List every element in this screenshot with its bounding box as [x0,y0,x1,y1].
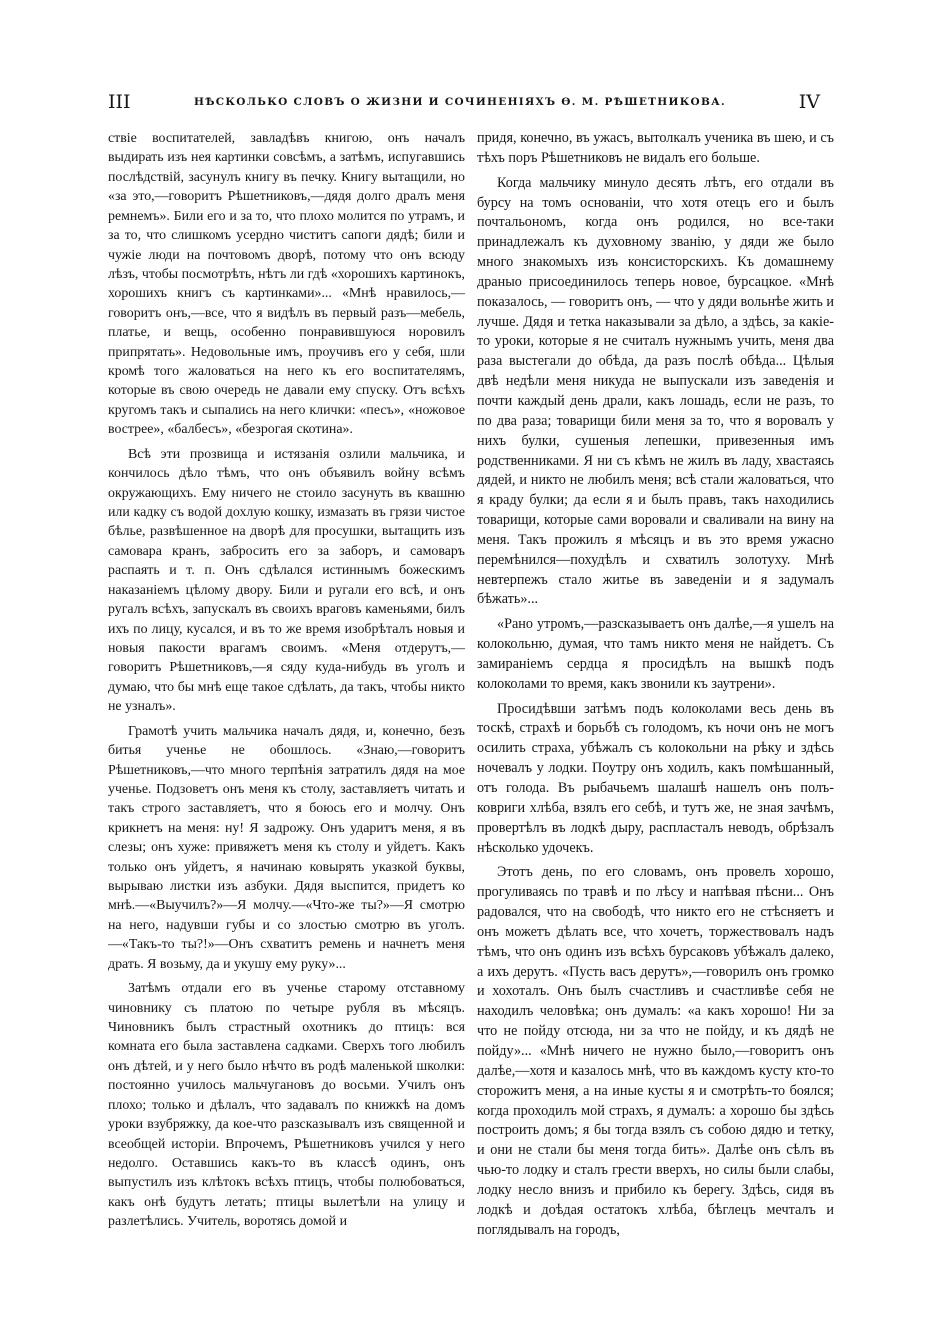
paragraph: Затѣмъ отдали его въ ученье старому отставному чиновнику съ платою по четыре рубля въ мѣсяцъ. Чиновникъ былъ страстный охотникъ до птицъ: вся комната его была заставлена садками. Сверхъ того любилъ онъ дѣтей, и у него было нѣчто въ родѣ маленькой школки: постоянно училось мальчугановъ до восьми. Училъ онъ плохо; только и дѣлалъ, что задавалъ по книжкѣ на домъ уроки взубряжку, да кое-что разсказывалъ изъ священной и всеобщей исторіи. Впрочемъ, Рѣшетниковъ учился у него недолго. Оставшись какъ-то въ классѣ одинъ, онъ выпустилъ изъ клѣтокъ всѣхъ птицъ, чтобы полюбоваться, какъ онѣ будутъ летать; птицы вылетѣли на улицу и разлетѣлись. Учитель, воротясь домой и [108,981,465,1230]
paragraph: Грамотѣ учить мальчика началъ дядя, и, конечно, безъ битья ученье не обошлось. «Знаю,—говоритъ Рѣшетниковъ,—что много терпѣнія затратилъ дядя на мое ученье. Подзоветъ онъ меня къ столу, заставляетъ читать и такъ строго заставляетъ, что я боюсь его и молчу. Онъ крикнетъ на меня: ну! Я задрожу. Онъ ударитъ меня, я въ слезы; онъ хуже: привяжетъ меня къ столу и уйдетъ. Какъ только онъ уйдетъ, я начинаю ковырять указкой буквы, вырываю листки изъ азбуки. Дядя выспится, придетъ ко мнѣ.—«Выучилъ?»—Я молчу.—«Что-же ты?»—Я смотрю на него, надувши губы и со злостью смотрю въ уголъ.—«Такъ-то ты?!»—Онъ схватитъ ремень и начнетъ меня драть. Я возьму, да и укушу ему руку»... [108,723,465,972]
paragraph: Когда мальчику минуло десять лѣтъ, его отдали въ бурсу на томъ основаніи, что хотя отецъ его и былъ почтальономъ, когда онъ родился, но все-таки принадлежалъ къ духовному званію, у дяди же было много знакомыхъ изъ консисторскихъ. Къ домашнему драныо присоединилось теперь новое, бурсацкое. «Мнѣ показалось, — говоритъ онъ, — что у дяди вольнѣе жить и лучше. Дядя и тетка наказывали за дѣло, а здѣсь, за какіе-то уроки, которые я не считалъ нужнымъ учить, меня два раза выстегали до обѣда, да разъ послѣ обѣда... Цѣлыя двѣ недѣли меня никуда не выпускали изъ заведенія и почти каждый день драли, какъ лошадь, если не разъ, то по два раза; товарищи били меня за то, что я воровалъ у нихъ булки, сушеныя лепешки, привезенныя имъ родственниками. Я ни съ кѣмъ не жилъ въ ладу, хвастаясь дядей, и никто не любилъ меня; всѣ стали жаловаться, что я краду булки; да если я и былъ правъ, такъ находились товарищи, которые сами воровали и сваливали на вину на меня. Такъ прожилъ я мѣсяцъ и въ это время ужасно перемѣнился—похудѣлъ и схватилъ золотуху. Мнѣ невтерпежъ стало житье въ заведеніи и я задумалъ бѣжать»... [477,174,834,608]
left-column [108,129,465,1237]
paragraph: «Рано утромъ,—разсказываетъ онъ далѣе,—я ушелъ на колокольню, думая, что тамъ никто меня не найдетъ. Съ замираніемъ сердца я просидѣлъ на вышкѣ подъ колоколами то время, какъ звонили къ заутрени». [477,616,834,692]
paragraph: Всѣ эти прозвища и истязанія озлили мальчика, и кончилось дѣло тѣмъ, что онъ объявилъ войну всѣмъ окружающихъ. Ему ничего не стоило засунуть въ квашню или кадку съ водой дохлую кошку, измазать въ грязи чистое бѣлье, развѣшенное на дворѣ для просушки, вытащить изъ самовара кранъ, забросить его за заборъ, и самоваръ распаять и т. п. Онъ сдѣлался истиннымъ божескимъ наказаніемъ цѣлому двору. Били и ругали его всѣ, и онъ ругалъ всѣхъ, запускалъ въ своихъ враговъ каменьями, билъ ихъ по лицу, кусался, и въ то же время изобрѣталъ новыя и новыя пакости врагамъ своимъ. «Меня отдерутъ,—говоритъ Рѣшетниковъ,—я сяду куда-нибудь въ уголъ и думаю, что бы мнѣ еще такое сдѣлать, да такъ, чтобы никто не узналъ». [108,446,465,715]
page-number-left: III [108,91,131,113]
page-header [108,92,820,116]
paragraph: Просидѣвши затѣмъ подъ колоколами весь день въ тоскѣ, страхѣ и борьбѣ съ голодомъ, къ ночи онъ не могъ осилить страха, убѣжалъ съ колокольни на рѣку и здѣсь ночевалъ у лодки. Поутру онъ ходилъ, какъ помѣшанный, отъ голода. Въ рыбачьемъ шалашѣ нашелъ онъ полъ-ковриги хлѣба, взялъ его себѣ, и тутъ же, не зная зачѣмъ, провертѣлъ въ лодкѣ дыру, распласталъ неводъ, обрѣзалъ нѣсколько удочекъ. [477,700,834,856]
page-number-right: IV [798,91,820,113]
paragraph: придя, конечно, въ ужасъ, вытолкалъ ученика въ шею, и съ тѣхъ поръ Рѣшетниковъ не видалъ его больше. [477,130,834,166]
right-column [477,129,834,1245]
paragraph: ствіе воспитателей, завладѣвъ книгою, онъ началъ выдирать изъ нея картинки совсѣмъ, а затѣмъ, испугавшись послѣдствій, засунулъ книгу въ печку. Книгу вытащили, но «за это,—говоритъ Рѣшетниковъ,—дядя долго дралъ меня ремнемъ». Били его и за то, что плохо молится по утрамъ, и за то, что слишкомъ усердно чиститъ сапоги дядѣ; били и чужіе люди на почтовомъ дворѣ, потому что онъ всюду лѣзъ, чтобы посмотрѣть, нѣтъ ли гдѣ «хорошихъ картинокъ, хорошихъ книгъ съ картинками»... «Мнѣ нравилось,—говоритъ онъ,—все, что я видѣлъ въ первый разъ—мебель, платье, и вещь, особенно понравившуюся норовилъ припрятать». Недовольные имъ, проучивъ его у себя, шли кромѣ того жаловаться на него къ его воспитателямъ, которые въ свою очередь не давали ему спуску. Отъ всѣхъ кругомъ такъ и сыпались на него клички: «песъ», «ножовое вострее», «балбесъ», «безрогая скотина». [108,131,465,438]
paragraph: Этотъ день, по его словамъ, онъ провелъ хорошо, прогуливаясь по травѣ и по лѣсу и напѣвая пѣсни... Онъ радовался, что на свободѣ, что никто его не стѣсняетъ и онъ можетъ дѣлать все, что хочетъ, торжествовалъ надъ тѣмъ, что онъ одинъ изъ всѣхъ бурсаковъ убѣжалъ далеко, а ихъ дерутъ. «Пусть васъ дерутъ»,—говорилъ онъ громко и хохоталъ. Онъ былъ счастливъ и счастливѣе себя не находилъ человѣка; онъ думалъ: «а какъ хорошо! Ни за что не пойду отсюда, ни за что не пойду, и къ дядѣ не пойду»... «Мнѣ ничего не нужно было,—говоритъ онъ далѣе,—хотя и казалось мнѣ, что въ каждомъ кусту кто-то сторожитъ меня, а на иные кусты я и смотрѣть-то боялся; когда проходилъ мой страхъ, я думалъ: а хорошо бы здѣсь построить домъ; я бы тогда взялъ съ собою дядю и тетку, и они не стали бы меня тогда бить». Далѣе онъ сѣлъ въ чью-то лодку и сталъ грести вверхъ, но силы были слабы, лодку несло внизъ и прибило къ берегу. Здѣсь, сидя въ лодкѣ и доѣдая остатокъ хлѣба, бѣглецъ мечталъ и поглядывалъ на городъ, [477,864,834,1238]
running-title: НѢСКОЛЬКО СЛОВЪ О ЖИЗНИ И СОЧИНЕНІЯХЪ Ѳ. М. РѢШЕТНИКОВА. [194,96,726,108]
